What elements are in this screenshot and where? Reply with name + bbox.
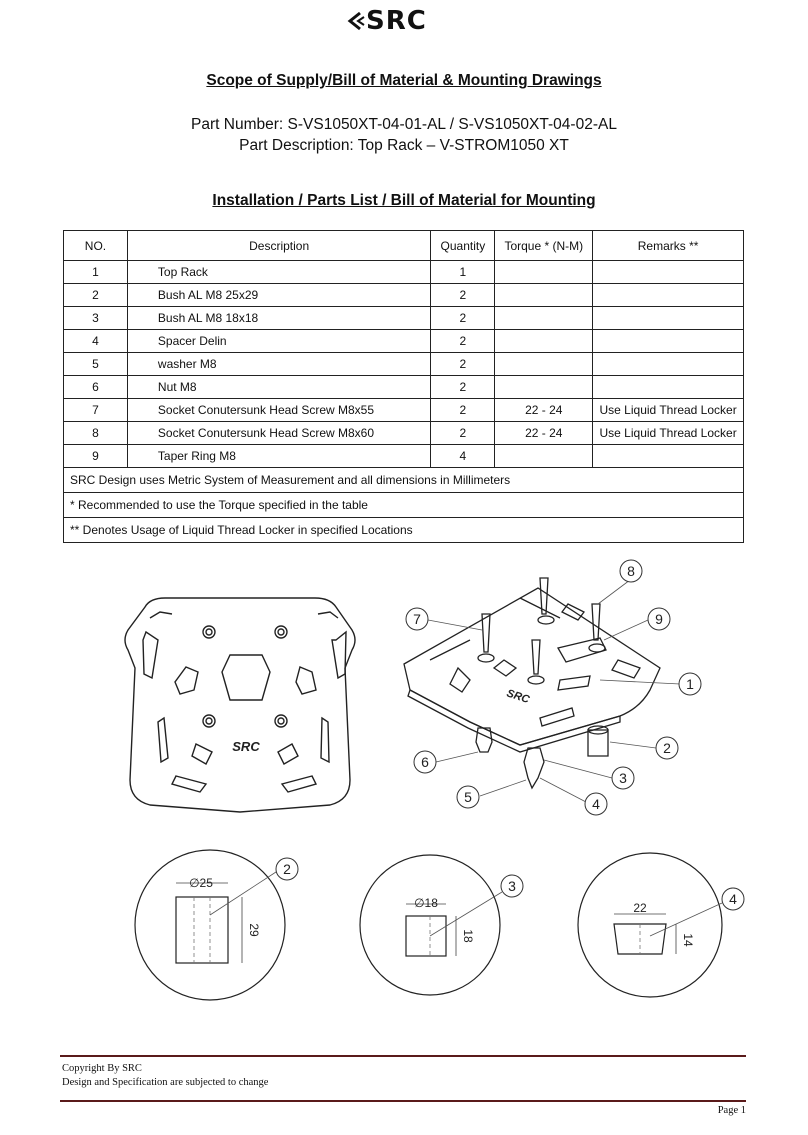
row-quantity: 2 bbox=[431, 307, 495, 330]
table-header-row bbox=[64, 231, 744, 261]
row-no: 3 bbox=[64, 307, 128, 330]
detail-callout-3-label: 3 bbox=[508, 878, 516, 894]
table-row bbox=[64, 307, 744, 330]
callout-1-label: 1 bbox=[686, 676, 694, 692]
dim-bush-large-height: 29 bbox=[247, 923, 261, 937]
row-torque bbox=[495, 330, 593, 353]
table-row bbox=[64, 445, 744, 468]
src-logo bbox=[344, 6, 464, 36]
callout-8-label: 8 bbox=[627, 563, 635, 579]
table-row bbox=[64, 376, 744, 399]
rack-iso-view bbox=[404, 578, 660, 788]
row-no: 9 bbox=[64, 445, 128, 468]
logo-text: SRC bbox=[366, 6, 427, 36]
row-remarks bbox=[593, 376, 744, 399]
row-torque bbox=[495, 307, 593, 330]
row-description: Socket Conutersunk Head Screw M8x55 bbox=[127, 399, 430, 422]
row-description: Bush AL M8 25x29 bbox=[127, 284, 430, 307]
row-no: 7 bbox=[64, 399, 128, 422]
callout-7-label: 7 bbox=[413, 611, 421, 627]
dim-bush-small-dia: ∅18 bbox=[414, 896, 438, 910]
row-torque bbox=[495, 376, 593, 399]
row-no: 6 bbox=[64, 376, 128, 399]
row-description: Bush AL M8 18x18 bbox=[127, 307, 430, 330]
callout-9-label: 9 bbox=[655, 611, 663, 627]
detail-spacer bbox=[578, 853, 744, 997]
row-description: Spacer Delin bbox=[127, 330, 430, 353]
row-description: Socket Conutersunk Head Screw M8x60 bbox=[127, 422, 430, 445]
row-quantity: 4 bbox=[431, 445, 495, 468]
footer-divider-bottom bbox=[60, 1100, 746, 1102]
row-remarks bbox=[593, 307, 744, 330]
row-remarks bbox=[593, 261, 744, 284]
row-no: 5 bbox=[64, 353, 128, 376]
note-row bbox=[64, 518, 744, 543]
page-number: Page 1 bbox=[717, 1105, 746, 1116]
detail-callout-2-label: 2 bbox=[283, 861, 291, 877]
row-remarks: Use Liquid Thread Locker bbox=[593, 422, 744, 445]
footer-text bbox=[62, 1062, 268, 1090]
disclaimer-text: Design and Specification are subjected to change bbox=[62, 1077, 269, 1088]
row-torque bbox=[495, 261, 593, 284]
dim-spacer-height: 14 bbox=[681, 933, 695, 947]
dim-bush-small-height: 18 bbox=[461, 929, 475, 943]
row-no: 4 bbox=[64, 330, 128, 353]
callout-6-label: 6 bbox=[421, 754, 429, 770]
table-row bbox=[64, 330, 744, 353]
row-quantity: 2 bbox=[431, 330, 495, 353]
row-remarks bbox=[593, 445, 744, 468]
row-torque bbox=[495, 284, 593, 307]
row-quantity: 2 bbox=[431, 353, 495, 376]
detail-bush-small bbox=[360, 855, 523, 995]
rack-iso-logo-text: SRC bbox=[505, 687, 531, 707]
rack-top-view bbox=[125, 598, 355, 812]
callout-2-label: 2 bbox=[663, 740, 671, 756]
header-remarks: Remarks ** bbox=[593, 231, 744, 261]
callout-3-label: 3 bbox=[619, 770, 627, 786]
dim-bush-large-dia: ∅25 bbox=[189, 876, 213, 890]
dim-spacer-width: 22 bbox=[633, 901, 647, 915]
row-remarks bbox=[593, 330, 744, 353]
callout-5-label: 5 bbox=[464, 789, 472, 805]
note-row bbox=[64, 468, 744, 493]
row-quantity: 2 bbox=[431, 284, 495, 307]
part-description: Part Description: Top Rack – V-STROM1050 XT bbox=[239, 137, 569, 154]
row-no: 1 bbox=[64, 261, 128, 284]
row-quantity: 1 bbox=[431, 261, 495, 284]
header-torque: Torque * (N-M) bbox=[495, 231, 593, 261]
rack-logo-text: SRC bbox=[232, 739, 260, 754]
leader-lines bbox=[428, 580, 680, 802]
row-torque: 22 - 24 bbox=[495, 422, 593, 445]
row-remarks: Use Liquid Thread Locker bbox=[593, 399, 744, 422]
row-description: washer M8 bbox=[127, 353, 430, 376]
note-row bbox=[64, 493, 744, 518]
row-remarks bbox=[593, 353, 744, 376]
row-torque bbox=[495, 353, 593, 376]
row-quantity: 2 bbox=[431, 399, 495, 422]
installation-title: Installation / Parts List / Bill of Material for Mounting bbox=[212, 192, 596, 209]
detail-callout-4-label: 4 bbox=[729, 891, 737, 907]
scope-title: Scope of Supply/Bill of Material & Mounting Drawings bbox=[206, 72, 602, 89]
row-no: 8 bbox=[64, 422, 128, 445]
row-torque: 22 - 24 bbox=[495, 399, 593, 422]
note-metric: SRC Design uses Metric System of Measurement and all dimensions in Millimeters bbox=[64, 468, 744, 493]
logo-chevron-icon bbox=[344, 6, 368, 36]
row-quantity: 2 bbox=[431, 376, 495, 399]
row-no: 2 bbox=[64, 284, 128, 307]
table-row bbox=[64, 422, 744, 445]
bom-table bbox=[63, 230, 744, 543]
row-description: Top Rack bbox=[127, 261, 430, 284]
note-torque: * Recommended to use the Torque specified in the table bbox=[64, 493, 744, 518]
row-torque bbox=[495, 445, 593, 468]
row-remarks bbox=[593, 284, 744, 307]
table-row bbox=[64, 399, 744, 422]
row-description: Nut M8 bbox=[127, 376, 430, 399]
mounting-drawing bbox=[0, 555, 808, 1045]
copyright-text: Copyright By SRC bbox=[62, 1063, 142, 1074]
footer-divider-top bbox=[60, 1055, 746, 1057]
row-description: Taper Ring M8 bbox=[127, 445, 430, 468]
header-description: Description bbox=[127, 231, 430, 261]
part-number: Part Number: S-VS1050XT-04-01-AL / S-VS1050XT-04-02-AL bbox=[191, 116, 617, 133]
detail-bush-large bbox=[135, 850, 298, 1000]
table-row bbox=[64, 353, 744, 376]
callout-4-label: 4 bbox=[592, 796, 600, 812]
row-quantity: 2 bbox=[431, 422, 495, 445]
note-thread-locker: ** Denotes Usage of Liquid Thread Locker in specified Locations bbox=[64, 518, 744, 543]
table-row bbox=[64, 284, 744, 307]
table-row bbox=[64, 261, 744, 284]
header-no: NO. bbox=[64, 231, 128, 261]
header-quantity: Quantity bbox=[431, 231, 495, 261]
